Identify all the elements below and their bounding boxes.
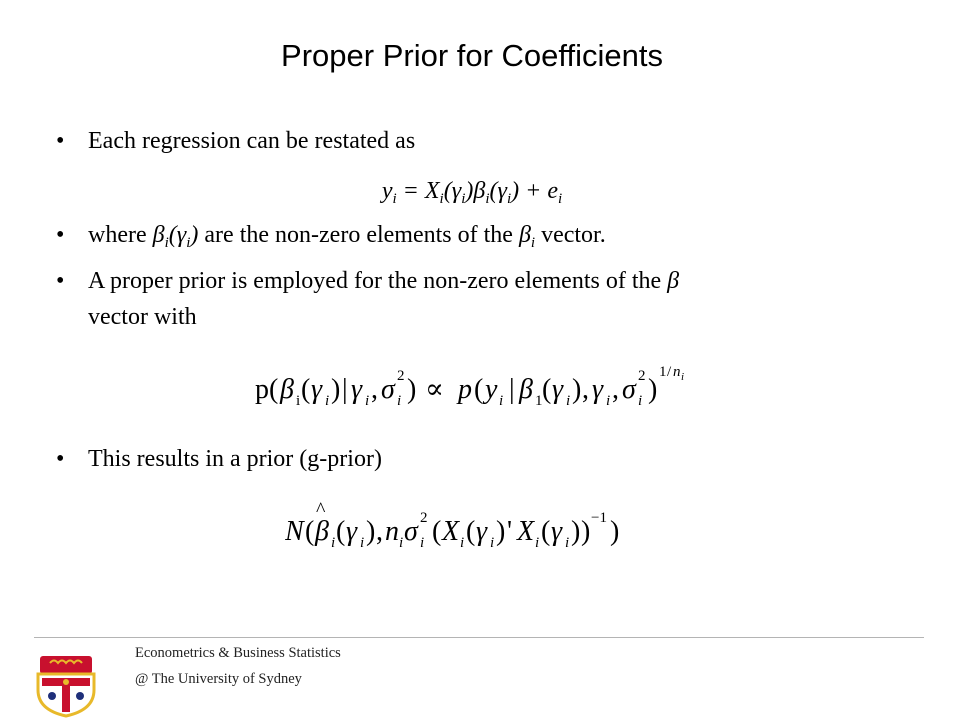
f2-n: n xyxy=(385,516,399,547)
f1-sub-i: i xyxy=(638,393,643,409)
f1-exp-1: 1 xyxy=(659,364,667,380)
f2-gamma: γ xyxy=(476,516,488,547)
eq-gamma: γ xyxy=(451,178,462,204)
f2-X: X xyxy=(442,516,460,547)
f1-gamma: γ xyxy=(552,374,564,405)
f2-rparen: ) xyxy=(610,516,620,547)
f2-comma: , xyxy=(376,516,383,547)
f1-lparen: ( xyxy=(301,374,311,405)
f1-rparen: ) xyxy=(407,374,417,405)
f1-exp-i: i xyxy=(681,371,685,383)
g-prior-formula xyxy=(285,498,735,556)
f1-comma: , xyxy=(371,374,378,405)
f2-lparen: ( xyxy=(541,516,551,547)
f2-sigma: σ xyxy=(404,516,418,547)
f1-sub-1: 1 xyxy=(535,393,543,409)
f1-sub-i: i xyxy=(397,393,402,409)
eq-sub-i: i xyxy=(392,191,397,207)
f2-N: N xyxy=(285,516,304,547)
f2-lparen: ( xyxy=(432,516,442,547)
eq-equals: = xyxy=(396,178,425,204)
eq-sub-i: i xyxy=(485,191,490,207)
eq-X: X xyxy=(424,178,440,204)
f1-sub-i: i xyxy=(499,393,504,409)
bullet-text: Each regression can be restated as xyxy=(88,128,416,154)
prior-formula xyxy=(255,354,775,414)
footer-department: Econometrics & Business Statistics xyxy=(135,645,341,661)
f1-sup-2: 2 xyxy=(638,368,646,384)
eq-lparen: ( xyxy=(443,178,452,204)
f1-comma: , xyxy=(582,374,589,405)
bullet-text xyxy=(88,268,679,295)
f1-sub-i: i xyxy=(566,393,571,409)
f2-rparen: ) xyxy=(581,516,591,547)
bullet-text-line2: vector with xyxy=(88,304,197,330)
f2-sup-neg1: −1 xyxy=(591,510,607,526)
f2-rparen: ) xyxy=(571,516,581,547)
f1-pipe: | xyxy=(342,374,348,405)
sym-lparen: ( xyxy=(168,222,177,248)
sym-gamma: γ xyxy=(176,222,187,248)
eq-sub-i: i xyxy=(506,191,512,207)
f1-lparen: ( xyxy=(542,374,552,405)
f1-gamma: γ xyxy=(311,374,323,405)
f2-lparen: ( xyxy=(466,516,476,547)
slide-title: Proper Prior for Coefficients xyxy=(281,38,663,73)
eq-sub-i: i xyxy=(439,191,444,207)
f1-exp-n: n xyxy=(673,364,681,380)
f1-gamma: γ xyxy=(351,374,363,405)
bullet-dot: • xyxy=(56,128,65,154)
f1-sub-i: i xyxy=(365,393,370,409)
sym-sub-i: i xyxy=(164,235,169,251)
eq-rparen: ) xyxy=(511,178,520,204)
f1-lparen: ( xyxy=(474,374,484,405)
eq-y: y xyxy=(381,178,393,204)
text-where: where xyxy=(88,222,153,248)
f2-prime: ' xyxy=(507,516,513,547)
f1-gamma: γ xyxy=(592,374,604,405)
f1-rparen: ) xyxy=(331,374,341,405)
f1-y: y xyxy=(485,374,498,405)
sym-sub-i: i xyxy=(186,235,191,251)
f1-pipe: | xyxy=(509,374,515,405)
f2-hat: ^ xyxy=(316,499,326,521)
sym-sub-i: i xyxy=(530,235,536,251)
bullet-text: This results in a prior (g-prior) xyxy=(88,446,382,472)
f2-sup-2: 2 xyxy=(420,510,428,526)
f2-lparen: ( xyxy=(336,516,346,547)
f2-rparen: ) xyxy=(496,516,506,547)
f2-sub-i: i xyxy=(565,535,570,551)
f2-sub-i: i xyxy=(360,535,365,551)
eq-sub-i: i xyxy=(557,191,563,207)
f1-sub-i: i xyxy=(325,393,330,409)
f2-sub-i: i xyxy=(535,535,540,551)
sym-beta: β xyxy=(667,268,680,294)
f2-beta: β xyxy=(315,516,329,547)
f1-rparen: ) xyxy=(648,374,658,405)
f1-beta: β xyxy=(519,374,533,405)
f1-sub-i: i xyxy=(296,393,301,409)
f2-sub-i: i xyxy=(420,535,425,551)
text-are-nonzero: are the non-zero elements of the xyxy=(198,222,519,248)
eq-plus: + xyxy=(519,178,548,204)
f1-sub-i: i xyxy=(606,393,611,409)
f2-sub-i: i xyxy=(331,535,336,551)
footer-university: @ The University of Sydney xyxy=(135,671,302,687)
bullet-dot: • xyxy=(56,222,65,248)
f2-X: X xyxy=(517,516,535,547)
f1-p: p( xyxy=(255,374,279,405)
f1-sigma: σ xyxy=(381,374,395,405)
eq-lparen: ( xyxy=(489,178,498,204)
f2-sub-i: i xyxy=(399,535,404,551)
regression-equation xyxy=(0,178,944,205)
eq-beta: β xyxy=(473,178,486,204)
bullet-text xyxy=(88,222,606,249)
f1-p-italic: p xyxy=(458,374,472,405)
text-vector: vector. xyxy=(535,222,606,248)
f1-sup-2: 2 xyxy=(397,368,405,384)
sym-beta: β xyxy=(518,222,531,248)
f2-rparen: ) xyxy=(366,516,376,547)
f1-beta: β xyxy=(280,374,294,405)
f2-lparen: ( xyxy=(305,516,315,547)
text-line1: A proper prior is employed for the non-zero elements of the xyxy=(88,268,668,294)
f2-gamma: γ xyxy=(551,516,563,547)
university-crest-icon xyxy=(34,650,98,718)
f1-propto: ∝ xyxy=(425,374,444,405)
sym-rparen: ) xyxy=(190,222,199,248)
f2-sub-i: i xyxy=(490,535,495,551)
f1-comma: , xyxy=(612,374,619,405)
f1-exp-slash: / xyxy=(667,364,672,380)
sym-beta: β xyxy=(152,222,165,248)
eq-e: e xyxy=(547,178,558,204)
eq-gamma: γ xyxy=(497,178,507,204)
f2-sub-i: i xyxy=(460,535,465,551)
eq-rparen: ) xyxy=(465,178,474,204)
eq-sub-i: i xyxy=(461,191,466,207)
footer-divider xyxy=(34,637,924,638)
bullet-dot: • xyxy=(56,446,65,472)
bullet-dot: • xyxy=(56,268,65,294)
f2-gamma: γ xyxy=(346,516,358,547)
f1-rparen: ) xyxy=(572,374,582,405)
f1-sigma: σ xyxy=(622,374,636,405)
